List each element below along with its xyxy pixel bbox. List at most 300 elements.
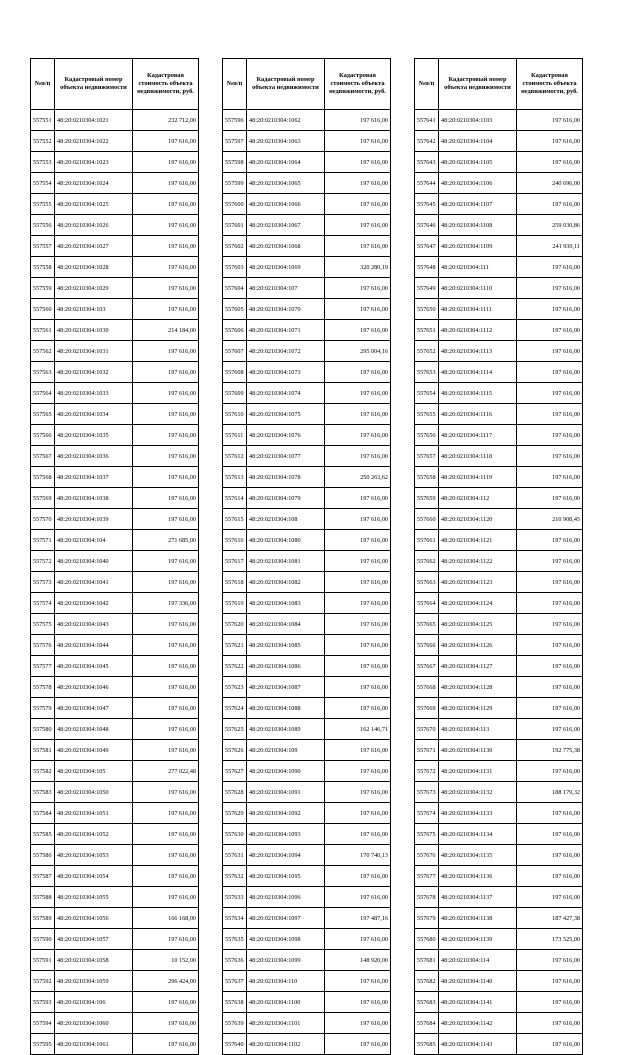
cell-num: 557622 (223, 656, 247, 677)
cell-num: 557601 (223, 215, 247, 236)
cell-value: 197 616,00 (133, 425, 199, 446)
table-row (31, 488, 199, 509)
cell-num: 557671 (415, 740, 439, 761)
cell-num: 557637 (223, 971, 247, 992)
cell-num: 557625 (223, 719, 247, 740)
cell-cadastral: 48:20:0210304:1030 (55, 320, 133, 341)
cell-num: 557656 (415, 425, 439, 446)
cell-value: 240 696,00 (517, 173, 583, 194)
cell-num: 557660 (415, 509, 439, 530)
table-row (415, 593, 583, 614)
cell-num: 557591 (31, 950, 55, 971)
cell-num: 557643 (415, 152, 439, 173)
cell-cadastral: 48:20:0210304:1029 (55, 278, 133, 299)
cell-value: 192 775,38 (517, 740, 583, 761)
cell-num: 557657 (415, 446, 439, 467)
cell-value: 197 616,00 (133, 1013, 199, 1034)
cell-num: 557623 (223, 677, 247, 698)
cell-cadastral: 48:20:0210304:1028 (55, 257, 133, 278)
table-row (415, 1034, 583, 1055)
table-row (415, 530, 583, 551)
cell-cadastral: 48:20:0210304:1132 (439, 782, 517, 803)
cell-cadastral: 48:20:0210304:1061 (55, 1034, 133, 1055)
cell-cadastral: 48:20:0210304:1114 (439, 362, 517, 383)
table-row (223, 404, 391, 425)
table-row (415, 320, 583, 341)
cell-num: 557571 (31, 530, 55, 551)
table-row (415, 425, 583, 446)
cell-cadastral: 48:20:0210304:1091 (247, 782, 325, 803)
cell-value: 197 616,00 (517, 845, 583, 866)
table-row (223, 908, 391, 929)
cell-cadastral: 48:20:0210304:1022 (55, 131, 133, 152)
cell-cadastral: 48:20:0210304:1097 (247, 908, 325, 929)
cell-cadastral: 48:20:0210304:1103 (439, 110, 517, 131)
cell-value: 197 616,00 (133, 341, 199, 362)
table-row (31, 467, 199, 488)
cell-num: 557595 (31, 1034, 55, 1055)
cell-num: 557586 (31, 845, 55, 866)
cell-cadastral: 48:20:0210304:1071 (247, 320, 325, 341)
cell-cadastral: 48:20:0210304:1062 (247, 110, 325, 131)
cell-value: 197 616,00 (325, 215, 391, 236)
cell-cadastral: 48:20:0210304:1136 (439, 866, 517, 887)
cell-cadastral: 48:20:0210304:1039 (55, 509, 133, 530)
cell-cadastral: 48:20:0210304:1098 (247, 929, 325, 950)
cell-value: 259 030,86 (517, 215, 583, 236)
cell-cadastral: 48:20:0210304:1134 (439, 824, 517, 845)
cell-num: 557649 (415, 278, 439, 299)
cell-value: 197 616,00 (325, 236, 391, 257)
cell-cadastral: 48:20:0210304:1094 (247, 845, 325, 866)
cell-cadastral: 48:20:0210304:1043 (55, 614, 133, 635)
header-num: №п/п (31, 59, 55, 110)
table-row (31, 299, 199, 320)
cell-value: 197 616,00 (325, 572, 391, 593)
table-row (31, 152, 199, 173)
cell-num: 557552 (31, 131, 55, 152)
table-row (223, 299, 391, 320)
table-body (415, 110, 583, 1055)
table-left (30, 58, 199, 1055)
cell-value: 197 616,00 (133, 383, 199, 404)
table-row (31, 740, 199, 761)
cell-cadastral: 48:20:0210304:1143 (439, 1034, 517, 1055)
cell-cadastral: 48:20:0210304:1040 (55, 551, 133, 572)
cell-cadastral: 48:20:0210304:1141 (439, 992, 517, 1013)
table-row (415, 908, 583, 929)
cell-num: 557583 (31, 782, 55, 803)
cell-cadastral: 48:20:0210304:1058 (55, 950, 133, 971)
table-row (31, 803, 199, 824)
table-row (415, 110, 583, 131)
cell-value: 197 616,00 (325, 1034, 391, 1055)
cell-value: 197 616,00 (133, 866, 199, 887)
cell-cadastral: 48:20:0210304:1044 (55, 635, 133, 656)
cell-num: 557677 (415, 866, 439, 887)
cell-cadastral: 48:20:0210304:1057 (55, 929, 133, 950)
table-row (223, 572, 391, 593)
cell-value: 197 616,00 (325, 635, 391, 656)
cell-cadastral: 48:20:0210304:1034 (55, 404, 133, 425)
cell-value: 197 616,00 (517, 530, 583, 551)
cell-cadastral: 48:20:0210304:1087 (247, 677, 325, 698)
cell-value: 197 616,00 (517, 257, 583, 278)
table-row (223, 236, 391, 257)
cell-num: 557562 (31, 341, 55, 362)
cell-num: 557593 (31, 992, 55, 1013)
cell-value: 173 525,00 (517, 929, 583, 950)
cell-num: 557551 (31, 110, 55, 131)
table-row (415, 761, 583, 782)
cell-cadastral: 48:20:0210304:1072 (247, 341, 325, 362)
cell-num: 557664 (415, 593, 439, 614)
cell-cadastral: 48:20:0210304:1054 (55, 866, 133, 887)
cell-cadastral: 48:20:0210304:1050 (55, 782, 133, 803)
cell-value: 197 616,00 (133, 488, 199, 509)
cell-cadastral: 48:20:0210304:1123 (439, 572, 517, 593)
cell-cadastral: 48:20:0210304:109 (247, 740, 325, 761)
cell-value: 197 616,00 (133, 929, 199, 950)
cell-value: 197 616,00 (517, 488, 583, 509)
table-row (31, 992, 199, 1013)
cell-cadastral: 48:20:0210304:1126 (439, 635, 517, 656)
table-row (415, 173, 583, 194)
cell-cadastral: 48:20:0210304:1082 (247, 572, 325, 593)
cell-num: 557598 (223, 152, 247, 173)
header-cadastral: Кадастровый номер объекта недвижимости (247, 59, 325, 110)
cell-num: 557556 (31, 215, 55, 236)
table-row (31, 1034, 199, 1055)
cell-cadastral: 48:20:0210304:113 (439, 719, 517, 740)
cell-cadastral: 48:20:0210304:1127 (439, 656, 517, 677)
cell-value: 197 616,00 (133, 1034, 199, 1055)
table-row (415, 488, 583, 509)
cell-cadastral: 48:20:0210304:1099 (247, 950, 325, 971)
cell-num: 557636 (223, 950, 247, 971)
header-value: Кадастровая стоимость объекта недвижимости, руб. (133, 59, 199, 110)
cell-value: 197 616,00 (517, 446, 583, 467)
cell-value: 197 616,00 (133, 446, 199, 467)
cell-num: 557648 (415, 257, 439, 278)
cell-value: 197 616,00 (517, 194, 583, 215)
table-row (223, 698, 391, 719)
cell-num: 557665 (415, 614, 439, 635)
cell-cadastral: 48:20:0210304:1130 (439, 740, 517, 761)
cell-num: 557609 (223, 383, 247, 404)
table-row (415, 362, 583, 383)
cell-num: 557673 (415, 782, 439, 803)
cell-cadastral: 48:20:0210304:1073 (247, 362, 325, 383)
cell-cadastral: 48:20:0210304:1045 (55, 656, 133, 677)
cell-value: 197 616,00 (325, 698, 391, 719)
cell-cadastral: 48:20:0210304:1115 (439, 383, 517, 404)
table-row (31, 530, 199, 551)
table-row (31, 341, 199, 362)
table-row (31, 173, 199, 194)
cell-value: 197 616,00 (325, 551, 391, 572)
cell-num: 557678 (415, 887, 439, 908)
cell-num: 557680 (415, 929, 439, 950)
cell-num: 557616 (223, 530, 247, 551)
table-row (415, 257, 583, 278)
cell-num: 557559 (31, 278, 55, 299)
cell-cadastral: 48:20:0210304:1069 (247, 257, 325, 278)
cell-cadastral: 48:20:0210304:1138 (439, 908, 517, 929)
cell-cadastral: 48:20:0210304:1112 (439, 320, 517, 341)
table-body (223, 110, 391, 1055)
table-row (223, 593, 391, 614)
cell-value: 241 930,11 (517, 236, 583, 257)
table-row (31, 824, 199, 845)
cell-num: 557674 (415, 803, 439, 824)
table-row (223, 1013, 391, 1034)
cell-value: 197 616,00 (517, 110, 583, 131)
cell-cadastral: 48:20:0210304:1047 (55, 698, 133, 719)
cell-value: 197 336,00 (133, 593, 199, 614)
cell-value: 197 616,00 (517, 803, 583, 824)
cell-cadastral: 48:20:0210304:1059 (55, 971, 133, 992)
cell-value: 162 146,71 (325, 719, 391, 740)
table-row (31, 782, 199, 803)
header-value: Кадастровая стоимость объекта недвижимости, руб. (325, 59, 391, 110)
cell-value: 197 616,00 (325, 614, 391, 635)
cell-num: 557563 (31, 362, 55, 383)
cell-cadastral: 48:20:0210304:1036 (55, 446, 133, 467)
cell-cadastral: 48:20:0210304:1085 (247, 635, 325, 656)
cell-value: 197 616,00 (517, 866, 583, 887)
cell-num: 557578 (31, 677, 55, 698)
cell-value: 197 616,00 (325, 656, 391, 677)
cell-num: 557576 (31, 635, 55, 656)
cell-cadastral: 48:20:0210304:1075 (247, 404, 325, 425)
cell-value: 197 616,00 (517, 299, 583, 320)
cell-cadastral: 48:20:0210304:1035 (55, 425, 133, 446)
cell-cadastral: 48:20:0210304:1108 (439, 215, 517, 236)
cell-cadastral: 48:20:0210304:1037 (55, 467, 133, 488)
cell-cadastral: 48:20:0210304:1053 (55, 845, 133, 866)
cell-cadastral: 48:20:0210304:1107 (439, 194, 517, 215)
cell-num: 557652 (415, 341, 439, 362)
cell-num: 557596 (223, 110, 247, 131)
table-row (31, 950, 199, 971)
cell-num: 557621 (223, 635, 247, 656)
cell-num: 557606 (223, 320, 247, 341)
cell-num: 557579 (31, 698, 55, 719)
cell-cadastral: 48:20:0210304:1092 (247, 803, 325, 824)
table-row (31, 257, 199, 278)
cell-num: 557560 (31, 299, 55, 320)
cell-num: 557587 (31, 866, 55, 887)
cell-num: 557610 (223, 404, 247, 425)
cell-num: 557638 (223, 992, 247, 1013)
cell-value: 197 616,00 (325, 866, 391, 887)
cell-num: 557634 (223, 908, 247, 929)
cell-num: 557603 (223, 257, 247, 278)
table-row (31, 593, 199, 614)
table-row (415, 299, 583, 320)
cell-num: 557659 (415, 488, 439, 509)
cell-value: 197 616,00 (133, 572, 199, 593)
cell-cadastral: 48:20:0210304:1119 (439, 467, 517, 488)
table-row (31, 572, 199, 593)
cell-value: 197 616,00 (133, 656, 199, 677)
cell-value: 214 184,00 (133, 320, 199, 341)
cell-value: 187 427,38 (517, 908, 583, 929)
cell-num: 557639 (223, 1013, 247, 1034)
table-row (415, 194, 583, 215)
table-row (415, 572, 583, 593)
cell-num: 557655 (415, 404, 439, 425)
cell-cadastral: 48:20:0210304:1088 (247, 698, 325, 719)
cell-num: 557653 (415, 362, 439, 383)
cell-num: 557647 (415, 236, 439, 257)
cell-cadastral: 48:20:0210304:1078 (247, 467, 325, 488)
table-row (223, 446, 391, 467)
cell-cadastral: 48:20:0210304:108 (247, 509, 325, 530)
table-row (223, 824, 391, 845)
table-row (415, 719, 583, 740)
cell-value: 148 920,00 (325, 950, 391, 971)
cell-num: 557613 (223, 467, 247, 488)
table-row (415, 278, 583, 299)
cell-cadastral: 48:20:0210304:106 (55, 992, 133, 1013)
cell-value: 166 168,00 (133, 908, 199, 929)
cell-value: 197 616,00 (133, 236, 199, 257)
cell-value: 197 616,00 (517, 1034, 583, 1055)
cell-num: 557645 (415, 194, 439, 215)
cell-num: 557683 (415, 992, 439, 1013)
cell-cadastral: 48:20:0210304:1076 (247, 425, 325, 446)
cell-cadastral: 48:20:0210304:1080 (247, 530, 325, 551)
cell-cadastral: 48:20:0210304:1096 (247, 887, 325, 908)
cell-value: 197 616,00 (133, 509, 199, 530)
cell-value: 197 616,00 (325, 824, 391, 845)
table-right (414, 58, 583, 1055)
cell-num: 557650 (415, 299, 439, 320)
cell-num: 557615 (223, 509, 247, 530)
cell-cadastral: 48:20:0210304:1093 (247, 824, 325, 845)
cell-value: 197 616,00 (133, 173, 199, 194)
cell-value: 197 487,16 (325, 908, 391, 929)
cell-num: 557597 (223, 131, 247, 152)
table-row (415, 803, 583, 824)
cell-value: 197 616,00 (517, 824, 583, 845)
cell-value: 197 616,00 (325, 110, 391, 131)
cell-num: 557605 (223, 299, 247, 320)
cell-num: 557631 (223, 845, 247, 866)
cell-value: 197 616,00 (133, 152, 199, 173)
cell-num: 557574 (31, 593, 55, 614)
table-row (31, 278, 199, 299)
cell-cadastral: 48:20:0210304:1064 (247, 152, 325, 173)
cell-value: 197 616,00 (133, 887, 199, 908)
cell-cadastral: 48:20:0210304:107 (247, 278, 325, 299)
cell-cadastral: 48:20:0210304:1086 (247, 656, 325, 677)
cell-cadastral: 48:20:0210304:104 (55, 530, 133, 551)
cell-num: 557611 (223, 425, 247, 446)
cell-value: 197 616,00 (325, 320, 391, 341)
cell-cadastral: 48:20:0210304:1068 (247, 236, 325, 257)
cell-num: 557599 (223, 173, 247, 194)
cell-num: 557663 (415, 572, 439, 593)
cell-cadastral: 48:20:0210304:1105 (439, 152, 517, 173)
cell-num: 557676 (415, 845, 439, 866)
cell-cadastral: 48:20:0210304:1110 (439, 278, 517, 299)
cell-value: 197 616,00 (325, 362, 391, 383)
table-row (415, 992, 583, 1013)
table-row (223, 110, 391, 131)
cell-value: 295 004,16 (325, 341, 391, 362)
table-row (415, 971, 583, 992)
cell-num: 557619 (223, 593, 247, 614)
cell-value: 197 616,00 (133, 803, 199, 824)
cell-num: 557588 (31, 887, 55, 908)
cell-num: 557581 (31, 740, 55, 761)
cell-value: 197 616,00 (325, 446, 391, 467)
cell-value: 197 616,00 (133, 215, 199, 236)
cell-value: 197 616,00 (517, 131, 583, 152)
cell-cadastral: 48:20:0210304:1055 (55, 887, 133, 908)
cell-value: 197 616,00 (325, 299, 391, 320)
cell-value: 197 616,00 (517, 698, 583, 719)
cell-num: 557577 (31, 656, 55, 677)
cell-value: 188 179,32 (517, 782, 583, 803)
cell-cadastral: 48:20:0210304:1129 (439, 698, 517, 719)
cell-value: 271 685,00 (133, 530, 199, 551)
cell-cadastral: 48:20:0210304:1052 (55, 824, 133, 845)
cell-num: 557644 (415, 173, 439, 194)
cell-value: 197 616,00 (517, 992, 583, 1013)
cell-cadastral: 48:20:0210304:1128 (439, 677, 517, 698)
table-row (31, 236, 199, 257)
cell-num: 557640 (223, 1034, 247, 1055)
table-row (31, 362, 199, 383)
table-row (415, 698, 583, 719)
table-row (223, 131, 391, 152)
table-row (31, 761, 199, 782)
cell-value: 197 616,00 (133, 992, 199, 1013)
table-row (223, 341, 391, 362)
table-row (223, 803, 391, 824)
table-row (223, 215, 391, 236)
cell-value: 197 616,00 (133, 740, 199, 761)
table-row (223, 530, 391, 551)
cell-num: 557594 (31, 1013, 55, 1034)
cell-value: 197 616,00 (517, 572, 583, 593)
cell-value: 197 616,00 (325, 992, 391, 1013)
cell-value: 197 616,00 (133, 845, 199, 866)
cell-value: 170 740,13 (325, 845, 391, 866)
cell-cadastral: 48:20:0210304:1046 (55, 677, 133, 698)
cell-value: 197 616,00 (325, 740, 391, 761)
cell-cadastral: 48:20:0210304:1042 (55, 593, 133, 614)
cell-cadastral: 48:20:0210304:1027 (55, 236, 133, 257)
cell-value: 197 616,00 (517, 719, 583, 740)
cell-cadastral: 48:20:0210304:1142 (439, 1013, 517, 1034)
table-row (415, 446, 583, 467)
table-row (415, 383, 583, 404)
cell-num: 557569 (31, 488, 55, 509)
cell-cadastral: 48:20:0210304:1031 (55, 341, 133, 362)
cell-num: 557641 (415, 110, 439, 131)
cell-value: 197 616,00 (133, 362, 199, 383)
cell-cadastral: 48:20:0210304:1133 (439, 803, 517, 824)
cell-cadastral: 48:20:0210304:105 (55, 761, 133, 782)
cell-value: 197 616,00 (517, 278, 583, 299)
cell-num: 557684 (415, 1013, 439, 1034)
cell-num: 557600 (223, 194, 247, 215)
